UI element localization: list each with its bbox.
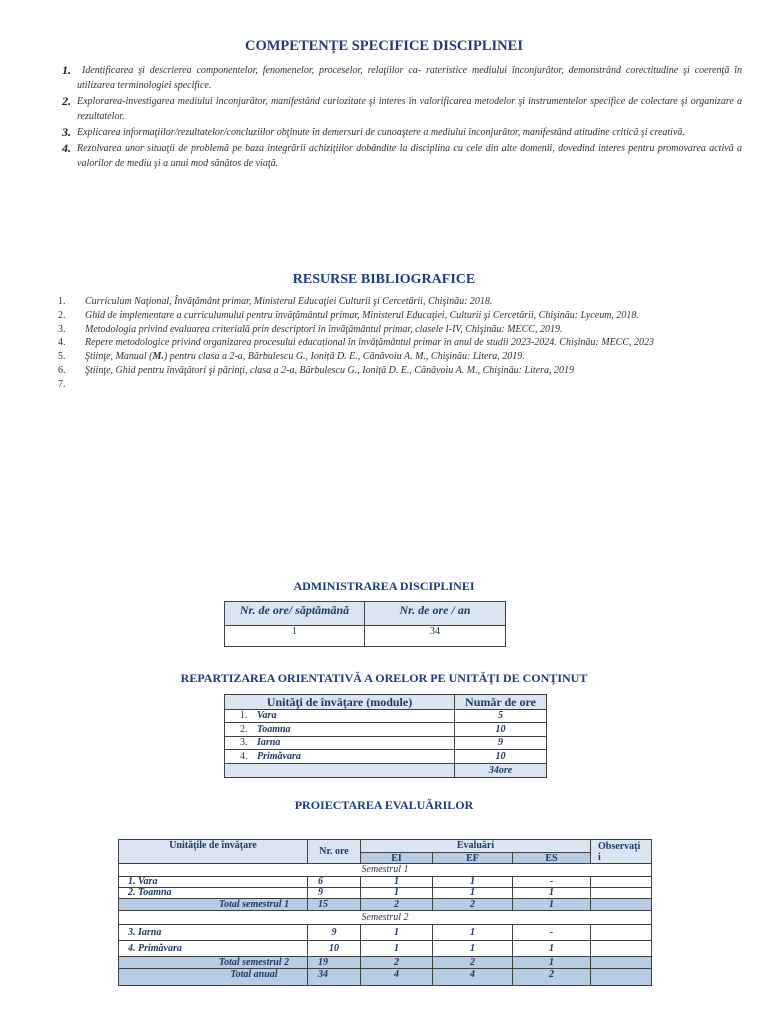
bibliography-list bbox=[55, 295, 755, 392]
table-row bbox=[225, 737, 547, 750]
header-hours-per-year: Nr. de ore / an bbox=[365, 602, 506, 626]
semester-total-row bbox=[119, 899, 652, 911]
observations-annual-total bbox=[591, 969, 652, 986]
unit-hours: 10 bbox=[455, 750, 547, 764]
header-observations-line: i bbox=[598, 852, 601, 863]
es-value: - bbox=[513, 925, 591, 941]
section-title-evaluation-planning: PROIECTAREA EVALUĂRILOR bbox=[294, 798, 474, 812]
hours-per-year-value: 34 bbox=[365, 626, 506, 647]
competence-text: Explicarea informaţiilor/rezultatelor/concluziilor obţinute în demersuri de cunoaştere a mediului înconjurător, manifestând atitudine critică şi creativă. bbox=[77, 127, 685, 138]
unit-name: 4. Primăvara bbox=[119, 941, 308, 957]
bibliography-text: Repere metodologice privind organizarea procesului educațional în învățământul primar în anul de studii 2023-2024. Chișinău: MECC, 2023 bbox=[85, 337, 655, 349]
bibliography-text: Ghid de implementare a curriculumului pentru învăţământul primar, Ministerul Educaţiei, Culturii şi Cercetării, Chişinău: Lyceum, 2018. bbox=[85, 309, 639, 321]
ei-total: 2 bbox=[361, 957, 433, 969]
bibliography-item bbox=[55, 323, 755, 337]
unit-hours: 9 bbox=[308, 925, 361, 941]
competence-item bbox=[60, 125, 742, 140]
observations-value bbox=[591, 941, 652, 957]
es-value: 1 bbox=[513, 888, 591, 899]
ei-value: 1 bbox=[361, 877, 433, 888]
semester-label: Semestrul 2 bbox=[119, 911, 652, 925]
header-hours-per-week: Nr. de ore/ săptămână bbox=[225, 602, 365, 626]
ef-annual-total: 4 bbox=[433, 969, 513, 986]
semester-label: Semestrul 1 bbox=[119, 864, 652, 877]
bibliography-number: 3. bbox=[58, 323, 66, 335]
hours-per-week-value: 1 bbox=[225, 626, 365, 647]
bibliography-number: 5. bbox=[58, 351, 66, 363]
bibliography-number: 4. bbox=[58, 337, 66, 349]
table-row bbox=[119, 877, 652, 888]
table-header-row bbox=[225, 602, 506, 626]
ef-value: 1 bbox=[433, 925, 513, 941]
competence-number: 1. bbox=[62, 63, 71, 77]
section-title-competences: COMPETENȚE SPECIFICE DISCIPLINEI bbox=[245, 38, 523, 54]
header-evaluations: Evaluări bbox=[361, 840, 591, 853]
table-row bbox=[225, 626, 506, 647]
bibliography-text: Curriculum Naţional, Învăţământ primar, Ministerul Educaţiei Culturii şi Cercetării, Chişinău: 2018. bbox=[85, 296, 493, 307]
table-total-row bbox=[225, 764, 547, 778]
es-total: 1 bbox=[513, 899, 591, 911]
es-value: 1 bbox=[513, 941, 591, 957]
ef-value: 1 bbox=[433, 888, 513, 899]
ei-value: 1 bbox=[361, 888, 433, 899]
unit-name: 1. Vara bbox=[119, 877, 308, 888]
learning-unit-cell bbox=[225, 723, 455, 737]
evaluation-table bbox=[118, 839, 652, 986]
header-hours: Nr. ore bbox=[308, 840, 361, 864]
semester-total-hours: 15 bbox=[308, 899, 361, 911]
table-header-row bbox=[119, 840, 652, 853]
unit-name: 3. Iarna bbox=[119, 925, 308, 941]
es-total: 1 bbox=[513, 957, 591, 969]
semester-total-row bbox=[119, 957, 652, 969]
semester-row bbox=[119, 864, 652, 877]
unit-hours: 5 bbox=[455, 710, 547, 723]
administration-table-wrapper bbox=[224, 601, 506, 647]
competence-item bbox=[60, 63, 742, 93]
ef-total: 2 bbox=[433, 957, 513, 969]
observations-value bbox=[591, 925, 652, 941]
competence-number: 2. bbox=[62, 94, 71, 108]
section-title-administration: ADMINISTRAREA DISCIPLINEI bbox=[293, 579, 475, 593]
learning-unit-cell bbox=[225, 710, 455, 723]
unit-name: 2. Toamna bbox=[119, 888, 308, 899]
competences-list bbox=[60, 63, 742, 172]
observations-total bbox=[591, 957, 652, 969]
bibliography-text-part: ) pentru clasa a 2-a, Bărbulescu G., Ioniță D. E., Cănăvoiu A. M., Chişinău: Litera, 2019. bbox=[163, 351, 525, 363]
bibliography-item bbox=[55, 309, 755, 323]
total-hours: 34ore bbox=[455, 764, 547, 778]
unit-name: Toamna bbox=[257, 723, 291, 735]
header-ei: EI bbox=[361, 853, 433, 864]
competence-item bbox=[60, 141, 742, 171]
observations-value bbox=[591, 877, 652, 888]
distribution-table-wrapper bbox=[224, 694, 547, 778]
header-learning-units: Unităţile de învăţare bbox=[119, 840, 308, 864]
header-es: ES bbox=[513, 853, 591, 864]
ei-value: 1 bbox=[361, 925, 433, 941]
competence-text: Identificarea şi descrierea componentelor, fenomenelor, proceselor, relaţiilor ca- rateristice mediului înconjurător, demonstrând corectitudine şi coerenţă în utilizarea terminologiei specifice. bbox=[77, 65, 742, 91]
bibliography-text: Ştiinţe, Ghid pentru învăţători şi părinţi, clasa a 2-a, Bărbulescu G., Ioniță D. E., Cănăvoiu A. M., Chişinău: Litera, 2019 bbox=[85, 364, 574, 376]
ef-value: 1 bbox=[433, 877, 513, 888]
section-title-hours-distribution: REPARTIZAREA ORIENTATIVĂ A ORELOR PE UNITĂŢI DE CONŢINUT bbox=[180, 671, 588, 685]
annual-total-row bbox=[119, 969, 652, 986]
header-observations-line: Observaţi bbox=[598, 841, 641, 852]
bibliography-number: 6. bbox=[58, 364, 66, 376]
ei-total: 2 bbox=[361, 899, 433, 911]
semester-row bbox=[119, 911, 652, 925]
administration-table bbox=[224, 601, 506, 647]
unit-hours: 6 bbox=[308, 877, 361, 888]
header-learning-units: Unităţi de învăţare (module) bbox=[225, 695, 455, 710]
bibliography-text-bold: M. bbox=[152, 351, 164, 363]
unit-number: 4. bbox=[240, 750, 248, 762]
unit-name: Vara bbox=[257, 710, 277, 721]
unit-hours: 9 bbox=[308, 888, 361, 899]
evaluation-table-wrapper bbox=[118, 839, 652, 986]
unit-hours: 10 bbox=[308, 941, 361, 957]
unit-name: Primăvara bbox=[257, 750, 301, 762]
header-hours-count: Număr de ore bbox=[455, 695, 547, 710]
bibliography-text: Metodologia privind evaluarea criterială prin descriptori în învăţământul primar, clasele I-IV, Chişinău: MECC, 2019. bbox=[85, 323, 563, 335]
semester-total-hours: 19 bbox=[308, 957, 361, 969]
unit-hours: 9 bbox=[455, 737, 547, 750]
bibliography-text bbox=[85, 350, 525, 364]
table-row bbox=[225, 723, 547, 737]
observations-total bbox=[591, 899, 652, 911]
bibliography-item bbox=[55, 378, 755, 392]
ef-value: 1 bbox=[433, 941, 513, 957]
table-header-row bbox=[225, 695, 547, 710]
ei-annual-total: 4 bbox=[361, 969, 433, 986]
total-label-cell bbox=[225, 764, 455, 778]
annual-total-label: Total anual bbox=[119, 969, 308, 986]
competence-item bbox=[60, 94, 742, 124]
ef-total: 2 bbox=[433, 899, 513, 911]
unit-hours: 10 bbox=[455, 723, 547, 737]
competence-text: Explorarea-investigarea mediului înconjurător, manifestând curiozitate şi interes în valorificarea metodelor şi instrumentelor specifice de colectare şi organizare a rezultatelor. bbox=[77, 96, 742, 122]
unit-number: 3. bbox=[240, 737, 248, 748]
table-row bbox=[225, 750, 547, 764]
table-row bbox=[119, 925, 652, 941]
bibliography-number: 1. bbox=[58, 296, 66, 307]
table-row bbox=[119, 888, 652, 899]
ei-value: 1 bbox=[361, 941, 433, 957]
section-title-bibliography: RESURSE BIBLIOGRAFICE bbox=[292, 272, 476, 287]
bibliography-number: 7. bbox=[58, 378, 66, 390]
competence-number: 3. bbox=[62, 125, 71, 139]
unit-number: 1. bbox=[240, 710, 248, 721]
table-row bbox=[119, 941, 652, 957]
semester-total-label: Total semestrul 2 bbox=[119, 957, 308, 969]
bibliography-text-part: Ştiinţe, Manual ( bbox=[85, 351, 153, 363]
unit-number: 2. bbox=[240, 723, 248, 735]
competence-number: 4. bbox=[62, 141, 71, 155]
header-observations bbox=[591, 840, 652, 864]
unit-name: Iarna bbox=[257, 737, 281, 748]
bibliography-item bbox=[55, 295, 755, 309]
learning-unit-cell bbox=[225, 737, 455, 750]
bibliography-item bbox=[55, 364, 755, 378]
table-row bbox=[225, 710, 547, 723]
bibliography-item bbox=[55, 336, 755, 350]
header-ef: EF bbox=[433, 853, 513, 864]
observations-value bbox=[591, 888, 652, 899]
competence-text: Rezolvarea unor situaţii de problemă pe baza integrării achiziţiilor dobândite la disciplina cu cele din alte domenii, dovedind interes pentru promovarea activă a valorilor de mediu şi a unui mod sănătos de viaţă. bbox=[77, 143, 742, 169]
annual-total-hours: 34 bbox=[308, 969, 361, 986]
bibliography-item bbox=[55, 350, 755, 364]
learning-unit-cell bbox=[225, 750, 455, 764]
semester-total-label: Total semestrul 1 bbox=[119, 899, 308, 911]
es-annual-total: 2 bbox=[513, 969, 591, 986]
es-value: - bbox=[513, 877, 591, 888]
distribution-table bbox=[224, 694, 547, 778]
bibliography-number: 2. bbox=[58, 309, 66, 321]
